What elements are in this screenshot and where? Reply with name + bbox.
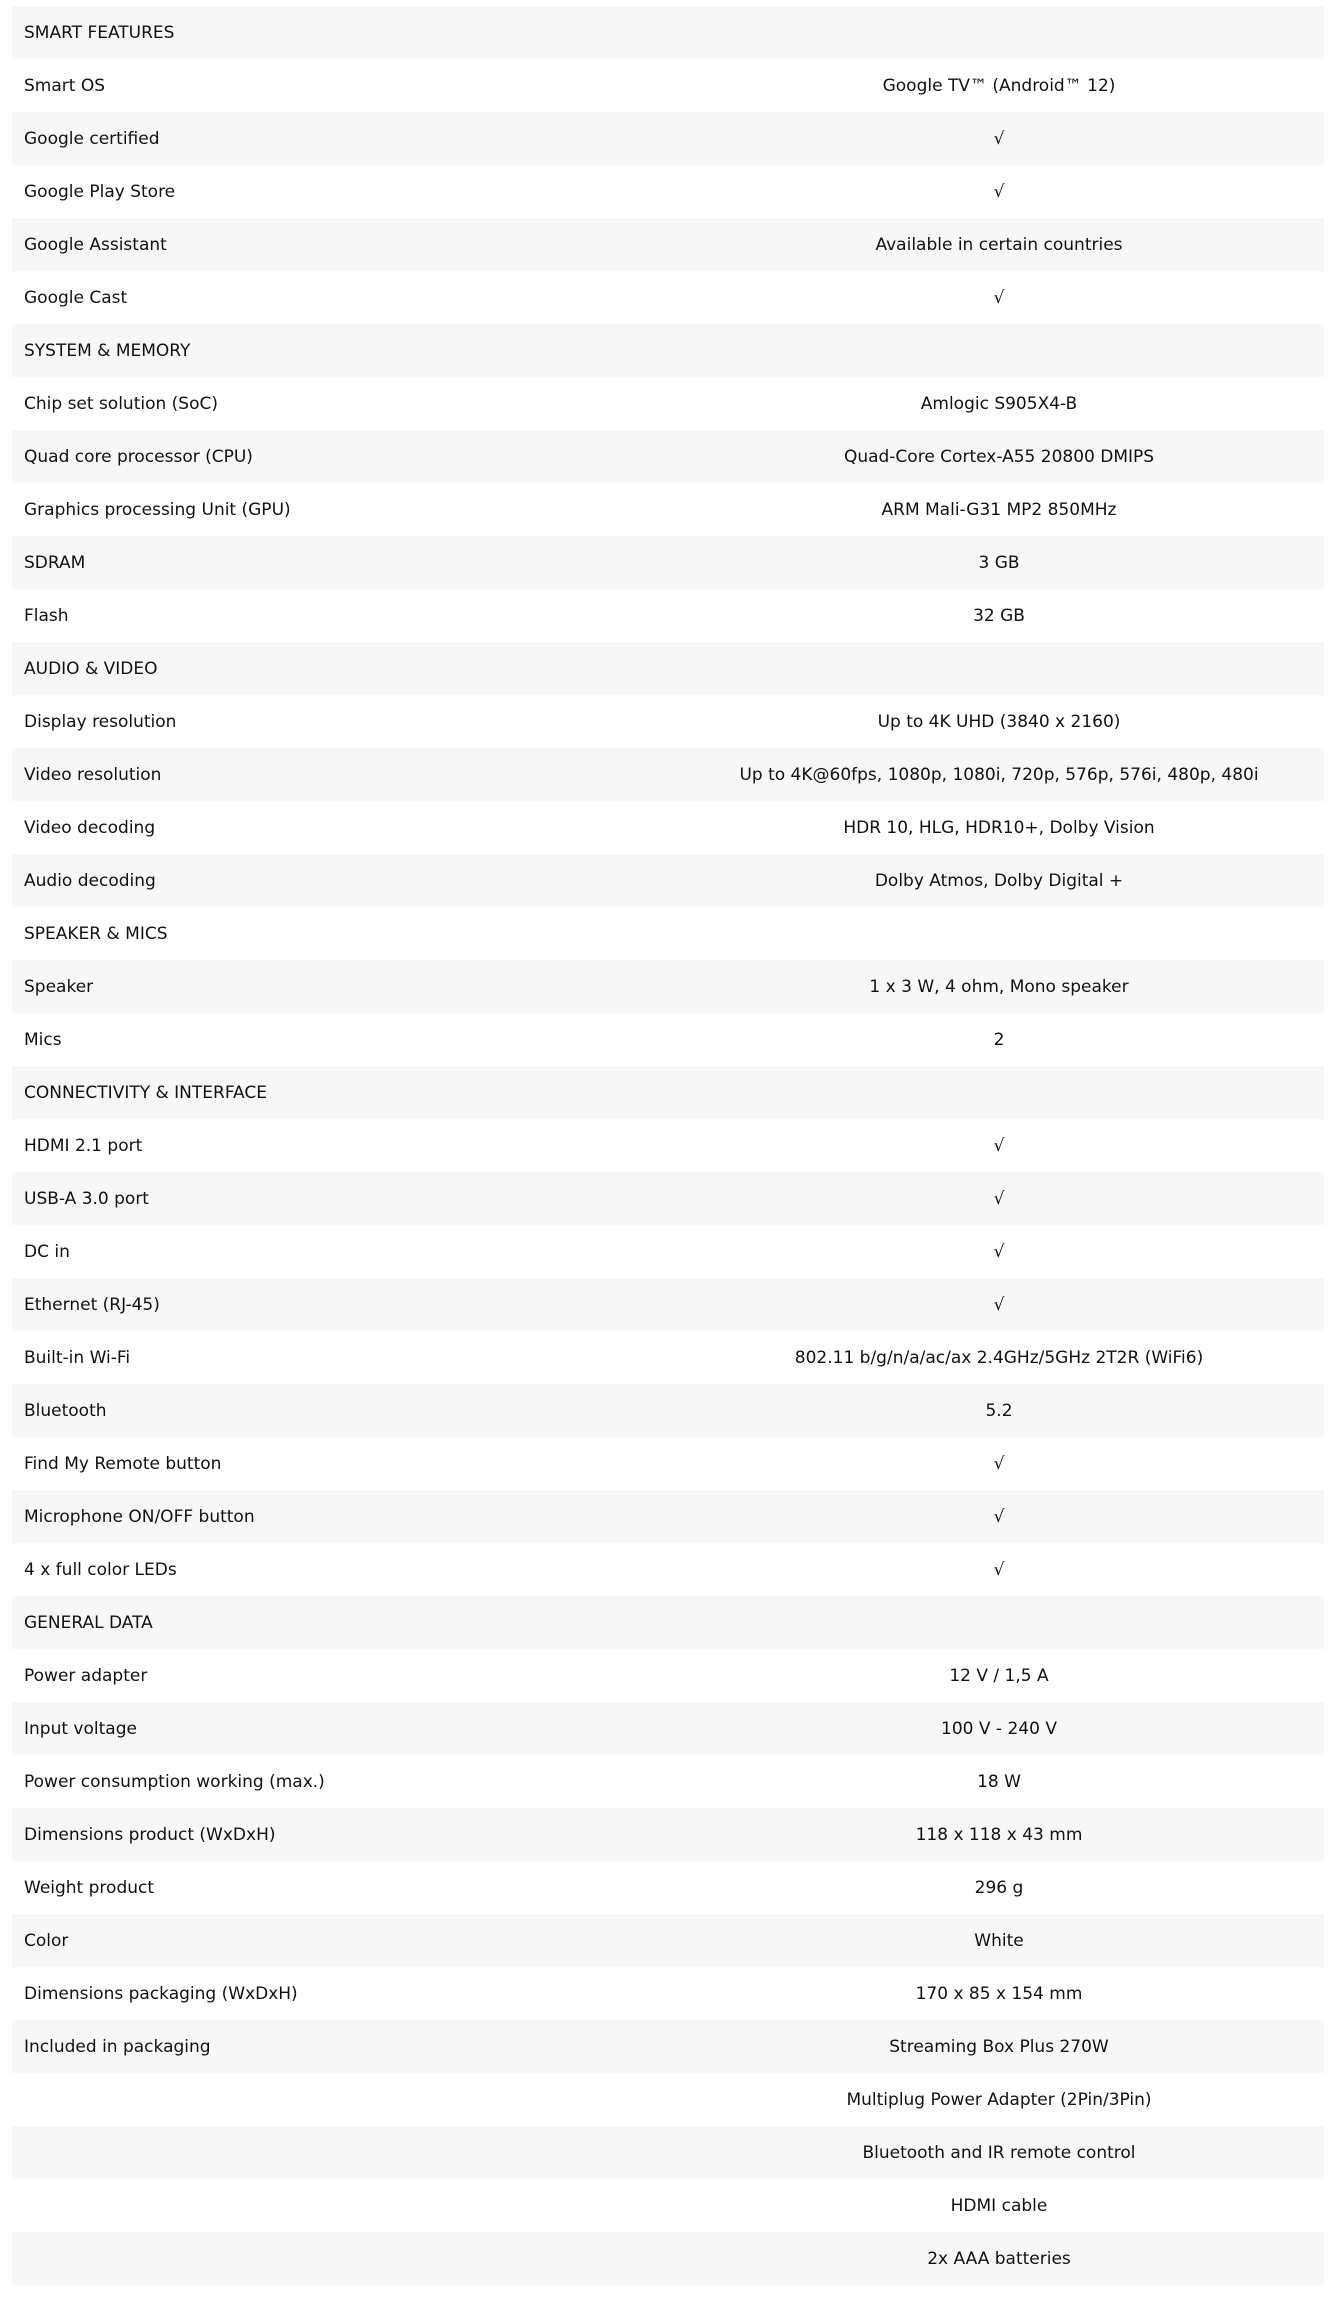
spec-row	[12, 165, 1324, 218]
spec-row	[12, 1013, 1324, 1066]
spec-row	[12, 801, 1324, 854]
section-title: AUDIO & VIDEO	[24, 658, 158, 679]
spec-label: Color	[24, 1930, 69, 1951]
spec-row	[12, 1437, 1324, 1490]
spec-row	[12, 59, 1324, 112]
section-header-row	[12, 907, 1324, 960]
spec-label: Google Cast	[24, 287, 128, 308]
spec-row	[12, 695, 1324, 748]
spec-label: HDMI 2.1 port	[24, 1135, 143, 1156]
spec-row	[12, 1649, 1324, 1702]
spec-value: √	[993, 1559, 1005, 1580]
spec-label: Find My Remote button	[24, 1453, 222, 1474]
spec-label: Graphics processing Unit (GPU)	[24, 499, 291, 520]
section-title: SPEAKER & MICS	[24, 923, 168, 944]
spec-row	[12, 1967, 1324, 2020]
spec-label: Flash	[24, 605, 69, 626]
spec-row	[12, 1278, 1324, 1331]
spec-label: Weight product	[24, 1877, 155, 1898]
spec-label: Dimensions packaging (WxDxH)	[24, 1983, 298, 2004]
spec-label: Built-in Wi-Fi	[24, 1347, 131, 1368]
spec-label: Included in packaging	[24, 2036, 211, 2057]
spec-row	[12, 1119, 1324, 1172]
spec-value: √	[993, 1453, 1005, 1474]
spec-row	[12, 1490, 1324, 1543]
spec-value: √	[993, 1188, 1005, 1209]
spec-label: Mics	[24, 1029, 62, 1050]
spec-value: √	[993, 1241, 1005, 1262]
spec-label: SDRAM	[24, 552, 86, 573]
spec-label: Google Assistant	[24, 234, 167, 255]
spec-value: 5.2	[985, 1400, 1013, 1421]
spec-value: Multiplug Power Adapter (2Pin/3Pin)	[846, 2089, 1152, 2110]
spec-row	[12, 271, 1324, 324]
spec-value: HDMI cable	[950, 2195, 1048, 2216]
spec-value: Streaming Box Plus 270W	[889, 2036, 1109, 2057]
spec-value: HDR 10, HLG, HDR10+, Dolby Vision	[843, 817, 1155, 838]
spec-value: White	[974, 1930, 1024, 1951]
spec-value: 18 W	[977, 1771, 1021, 1792]
section-header-row	[12, 1066, 1324, 1119]
spec-row	[12, 2179, 1324, 2232]
spec-label: Display resolution	[24, 711, 177, 732]
spec-value: Up to 4K UHD (3840 x 2160)	[877, 711, 1121, 732]
spec-value: Bluetooth and IR remote control	[862, 2142, 1136, 2163]
spec-label: USB-A 3.0 port	[24, 1188, 149, 1209]
spec-table	[12, 6, 1324, 2285]
spec-label: Microphone ON/OFF button	[24, 1506, 255, 1527]
spec-value: 32 GB	[973, 605, 1025, 626]
spec-label: Quad core processor (CPU)	[24, 446, 253, 467]
spec-label: Bluetooth	[24, 1400, 107, 1421]
spec-row	[12, 1702, 1324, 1755]
spec-row	[12, 1225, 1324, 1278]
spec-value: Google TV™ (Android™ 12)	[882, 75, 1116, 96]
section-header-row	[12, 1596, 1324, 1649]
spec-label: Input voltage	[24, 1718, 137, 1739]
spec-label: Video decoding	[24, 817, 156, 838]
spec-row	[12, 2232, 1324, 2285]
spec-value: 802.11 b/g/n/a/ac/ax 2.4GHz/5GHz 2T2R (WiFi6)	[794, 1347, 1204, 1368]
spec-row	[12, 1861, 1324, 1914]
spec-value: √	[993, 1506, 1005, 1527]
spec-row	[12, 854, 1324, 907]
spec-label: Chip set solution (SoC)	[24, 393, 218, 414]
spec-value: 12 V / 1,5 A	[949, 1665, 1049, 1686]
spec-value: Quad-Core Cortex-A55 20800 DMIPS	[843, 446, 1155, 467]
section-title: SYSTEM & MEMORY	[24, 340, 191, 361]
section-title: SMART FEATURES	[24, 22, 175, 43]
section-title: GENERAL DATA	[24, 1612, 153, 1633]
spec-label: Google Play Store	[24, 181, 176, 202]
spec-row	[12, 1172, 1324, 1225]
spec-value: Dolby Atmos, Dolby Digital +	[874, 870, 1124, 891]
spec-row	[12, 2126, 1324, 2179]
spec-value: 2	[993, 1029, 1005, 1050]
spec-value: Up to 4K@60fps, 1080p, 1080i, 720p, 576p, 576i, 480p, 480i	[739, 764, 1259, 785]
spec-value: √	[993, 1294, 1005, 1315]
spec-value: Available in certain countries	[875, 234, 1123, 255]
spec-row	[12, 2020, 1324, 2073]
section-header-row	[12, 324, 1324, 377]
spec-row	[12, 1331, 1324, 1384]
spec-label: Dimensions product (WxDxH)	[24, 1824, 276, 1845]
section-title: CONNECTIVITY & INTERFACE	[24, 1082, 267, 1103]
spec-label: 4 x full color LEDs	[24, 1559, 177, 1580]
section-header-row	[12, 6, 1324, 59]
spec-label: DC in	[24, 1241, 70, 1262]
spec-value: 100 V - 240 V	[941, 1718, 1057, 1739]
spec-row	[12, 483, 1324, 536]
spec-label: Speaker	[24, 976, 94, 997]
spec-value: √	[993, 181, 1005, 202]
spec-label: Audio decoding	[24, 870, 156, 891]
spec-value: 2x AAA batteries	[927, 2248, 1071, 2269]
spec-row	[12, 1755, 1324, 1808]
spec-label: Google certified	[24, 128, 160, 149]
spec-row	[12, 112, 1324, 165]
spec-row	[12, 536, 1324, 589]
spec-row	[12, 218, 1324, 271]
spec-label: Video resolution	[24, 764, 162, 785]
spec-value: √	[993, 1135, 1005, 1156]
spec-value: 118 x 118 x 43 mm	[915, 1824, 1083, 1845]
spec-value: 3 GB	[978, 552, 1020, 573]
spec-row	[12, 1808, 1324, 1861]
section-header-row	[12, 642, 1324, 695]
spec-value: √	[993, 128, 1005, 149]
spec-value: 296 g	[974, 1877, 1024, 1898]
spec-row	[12, 748, 1324, 801]
spec-value: 170 x 85 x 154 mm	[915, 1983, 1083, 2004]
spec-value: √	[993, 287, 1005, 308]
spec-row	[12, 1543, 1324, 1596]
spec-label: Power consumption working (max.)	[24, 1771, 325, 1792]
spec-label: Ethernet (RJ-45)	[24, 1294, 160, 1315]
spec-row	[12, 2073, 1324, 2126]
spec-row	[12, 960, 1324, 1013]
spec-value: 1 x 3 W, 4 ohm, Mono speaker	[869, 976, 1129, 997]
spec-row	[12, 1914, 1324, 1967]
spec-row	[12, 589, 1324, 642]
spec-label: Smart OS	[24, 75, 105, 96]
spec-value: ARM Mali-G31 MP2 850MHz	[881, 499, 1117, 520]
spec-row	[12, 1384, 1324, 1437]
spec-row	[12, 430, 1324, 483]
spec-value: Amlogic S905X4-B	[920, 393, 1078, 414]
spec-label: Power adapter	[24, 1665, 148, 1686]
spec-row	[12, 377, 1324, 430]
